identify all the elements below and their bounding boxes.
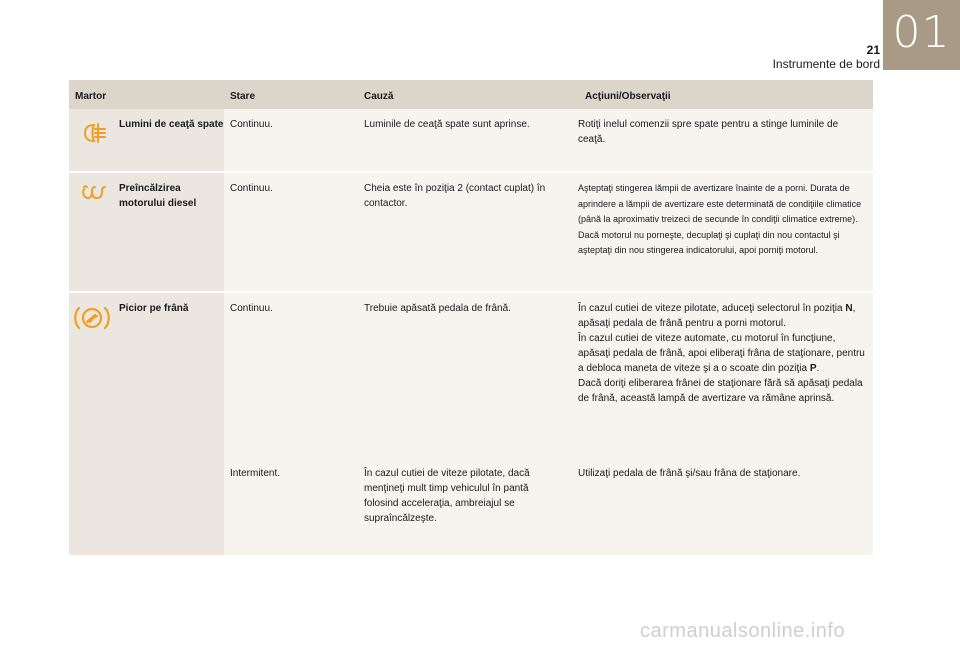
state-cell: Continuu.	[230, 303, 273, 314]
column-header-actiuni: Acţiuni/Observaţii	[585, 91, 671, 102]
icon-cell	[69, 109, 114, 171]
action-paragraph: Dacă doriţi eliberarea frânei de staţionare fără să apăsaţi pedala de frână, această lampă de avertizare va rămâne aprinsă.	[578, 378, 863, 404]
action-cell	[573, 173, 873, 291]
watermark: carmanualsonline.info	[640, 620, 846, 642]
column-header-martor: Martor	[75, 91, 107, 102]
cause-cell: În cazul cutiei de viteze pilotate, dacă menţineţi mult timp vehiculul în pantă folosind acceleraţia, ambreiajul se supraîncălzeşte.	[364, 468, 530, 524]
state-cell: Intermitent.	[230, 468, 281, 479]
table-header	[69, 80, 873, 109]
icon-cell	[69, 293, 114, 555]
cause-cell: Trebuie apăsată pedala de frână.	[364, 303, 511, 314]
section-title: Instrumente de bord	[772, 57, 880, 71]
warning-name: Picior pe frână	[114, 293, 224, 555]
table-subrow	[224, 458, 873, 526]
state-cell: Continuu.	[230, 183, 273, 194]
warning-name: Lumini de ceaţă spate	[114, 109, 224, 171]
table-row	[69, 293, 873, 555]
state-cell: Continuu.	[230, 119, 273, 130]
column-header-cauza: Cauză	[364, 91, 394, 102]
foot-on-brake-icon	[73, 303, 111, 333]
action-paragraph: Dacă motorul nu porneşte, decuplaţi şi cuplaţi din nou contactul şi aşteptaţi din nou stingerea indicatorului, apoi porniţi motorul.	[578, 229, 840, 255]
action-cell: Rotiţi inelul comenzii spre spate pentru a stinge luminile de ceaţă.	[578, 119, 839, 145]
table-row	[69, 109, 873, 171]
page-number: 21	[866, 43, 880, 57]
cause-cell: Cheia este în poziţia 2 (contact cuplat) în contactor.	[364, 183, 546, 209]
action-paragraph: Aşteptaţi stingerea lămpii de avertizare înainte de a porni. Durata de aprindere a lămpii de avertizare este determinată de condiţiile climatice (până la aproximativ treizeci de secunde în condiţii climatice extreme).	[578, 183, 862, 224]
diesel-preheating-icon	[81, 183, 107, 203]
table-row	[69, 173, 873, 291]
icon-cell	[69, 173, 114, 291]
action-paragraph: În cazul cutiei de viteze automate, cu motorul în funcţiune, apăsaţi pedala de frână, apoi eliberaţi frâna de staţionare, pentru a debloca maneta de viteze şi a o scoate din poziţia P.	[578, 333, 865, 374]
column-header-stare: Stare	[230, 91, 256, 102]
action-cell: Utilizaţi pedala de frână şi/sau frâna de staţionare.	[578, 468, 801, 479]
warning-name: Preîncălzirea motorului diesel	[114, 173, 224, 291]
cause-cell: Luminile de ceaţă spate sunt aprinse.	[364, 119, 530, 130]
chapter-tab	[883, 0, 960, 70]
rear-fog-light-icon	[81, 121, 109, 145]
chapter-number: 01	[892, 7, 951, 58]
action-paragraph: În cazul cutiei de viteze pilotate, aduceţi selectorul în poziţia N, apăsaţi pedala de frână pentru a porni motorul.	[578, 303, 856, 329]
warning-lights-table	[69, 80, 873, 555]
